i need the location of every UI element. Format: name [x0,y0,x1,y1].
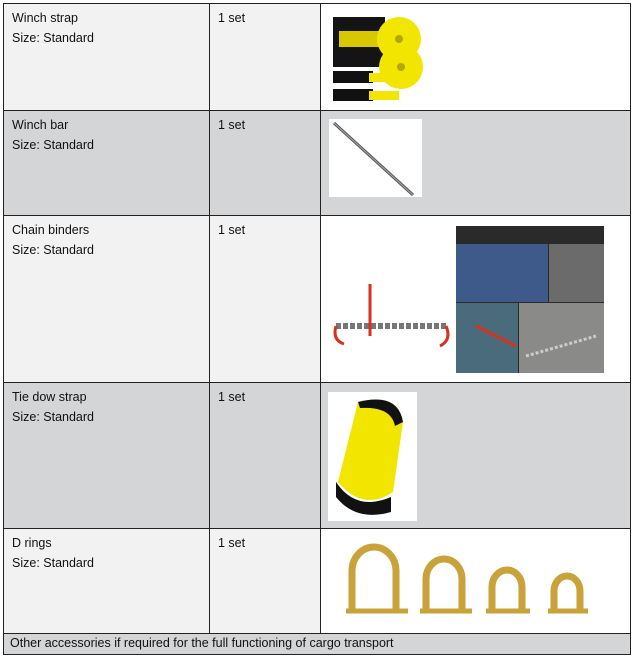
winch-strap-image [329,9,427,106]
item-qty: 1 set [218,118,246,132]
table-row-footer [4,634,631,655]
item-size: Size: Standard [12,138,94,152]
qty-cell [210,529,321,634]
item-cell [4,216,210,383]
item-qty: 1 set [218,390,246,404]
item-size: Size: Standard [12,410,94,424]
d-rings-image [328,531,604,631]
table-row [4,4,631,111]
image-cell [321,529,631,634]
item-name: Winch bar [12,118,69,132]
qty-cell [210,111,321,216]
item-cell [4,111,210,216]
table-row [4,383,631,529]
item-size: Size: Standard [12,243,94,257]
item-cell [4,4,210,111]
item-size: Size: Standard [12,31,94,45]
chain-binders-image [328,274,456,373]
item-qty: 1 set [218,223,246,237]
item-name: Winch strap [12,11,78,25]
item-name: D rings [12,536,52,550]
item-cell [4,529,210,634]
footer-note: Other accessories if required for the full functioning of cargo transport [4,634,631,655]
image-cell [321,4,631,111]
image-cell [321,383,631,529]
item-qty: 1 set [218,11,246,25]
tie-down-strap-image [328,392,417,521]
winch-bar-image [329,119,422,197]
table-row [4,111,631,216]
table-row [4,529,631,634]
item-name: Chain binders [12,223,90,237]
image-cell [321,111,631,216]
qty-cell [210,4,321,111]
qty-cell [210,216,321,383]
image-cell [321,216,631,383]
item-name: Tie dow strap [12,390,87,404]
qty-cell [210,383,321,529]
item-cell [4,383,210,529]
equipment-table [3,3,631,655]
chain-binders-collage-image [456,226,604,373]
item-size: Size: Standard [12,556,94,570]
table-row [4,216,631,383]
item-qty: 1 set [218,536,246,550]
